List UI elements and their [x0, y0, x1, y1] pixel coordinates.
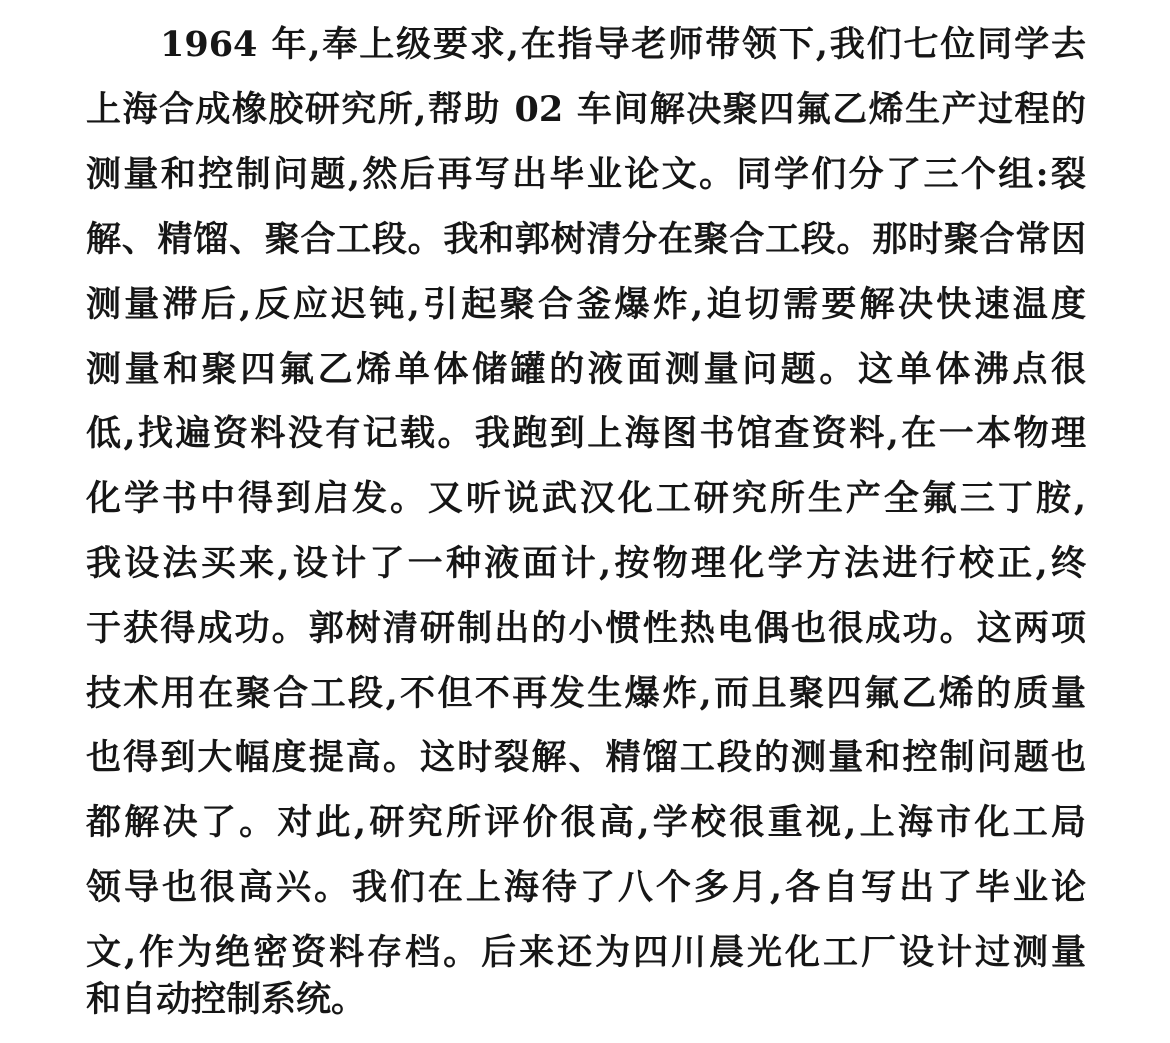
paragraph-line-4: 解、精馏、聚合工段。我和郭树清分在聚合工段。那时聚合常因	[86, 219, 1086, 260]
paragraph-line-1: 1964 年,奉上级要求,在指导老师带领下,我们七位同学去	[160, 24, 1086, 65]
paragraph-line-11: 技术用在聚合工段,不但不再发生爆炸,而且聚四氟乙烯的质量	[86, 673, 1086, 714]
paragraph-line-15: 文,作为绝密资料存档。后来还为四川晨光化工厂设计过测量	[86, 932, 1086, 973]
paragraph-line-14: 领导也很高兴。我们在上海待了八个多月,各自写出了毕业论	[86, 867, 1086, 908]
paragraph-line-13: 都解决了。对此,研究所评价很高,学校很重视,上海市化工局	[86, 802, 1086, 843]
paragraph-line-16: 和自动控制系统。	[86, 979, 367, 1020]
paragraph-line-9: 我设法买来,设计了一种液面计,按物理化学方法进行校正,终	[86, 543, 1086, 584]
paragraph-line-2: 上海合成橡胶研究所,帮助 02 车间解决聚四氟乙烯生产过程的	[86, 89, 1086, 130]
paragraph-line-5: 测量滞后,反应迟钝,引起聚合釜爆炸,迫切需要解决快速温度	[86, 284, 1086, 325]
document-page	[86, 10, 1086, 1030]
paragraph-line-12: 也得到大幅度提高。这时裂解、精馏工段的测量和控制问题也	[86, 737, 1086, 778]
paragraph-line-7: 低,找遍资料没有记载。我跑到上海图书馆查资料,在一本物理	[86, 413, 1086, 454]
paragraph-line-8: 化学书中得到启发。又听说武汉化工研究所生产全氟三丁胺,	[86, 478, 1086, 519]
paragraph-line-6: 测量和聚四氟乙烯单体储罐的液面测量问题。这单体沸点很	[86, 349, 1086, 390]
paragraph-line-3: 测量和控制问题,然后再写出毕业论文。同学们分了三个组:裂	[86, 154, 1086, 195]
paragraph-line-10: 于获得成功。郭树清研制出的小惯性热电偶也很成功。这两项	[86, 608, 1086, 649]
